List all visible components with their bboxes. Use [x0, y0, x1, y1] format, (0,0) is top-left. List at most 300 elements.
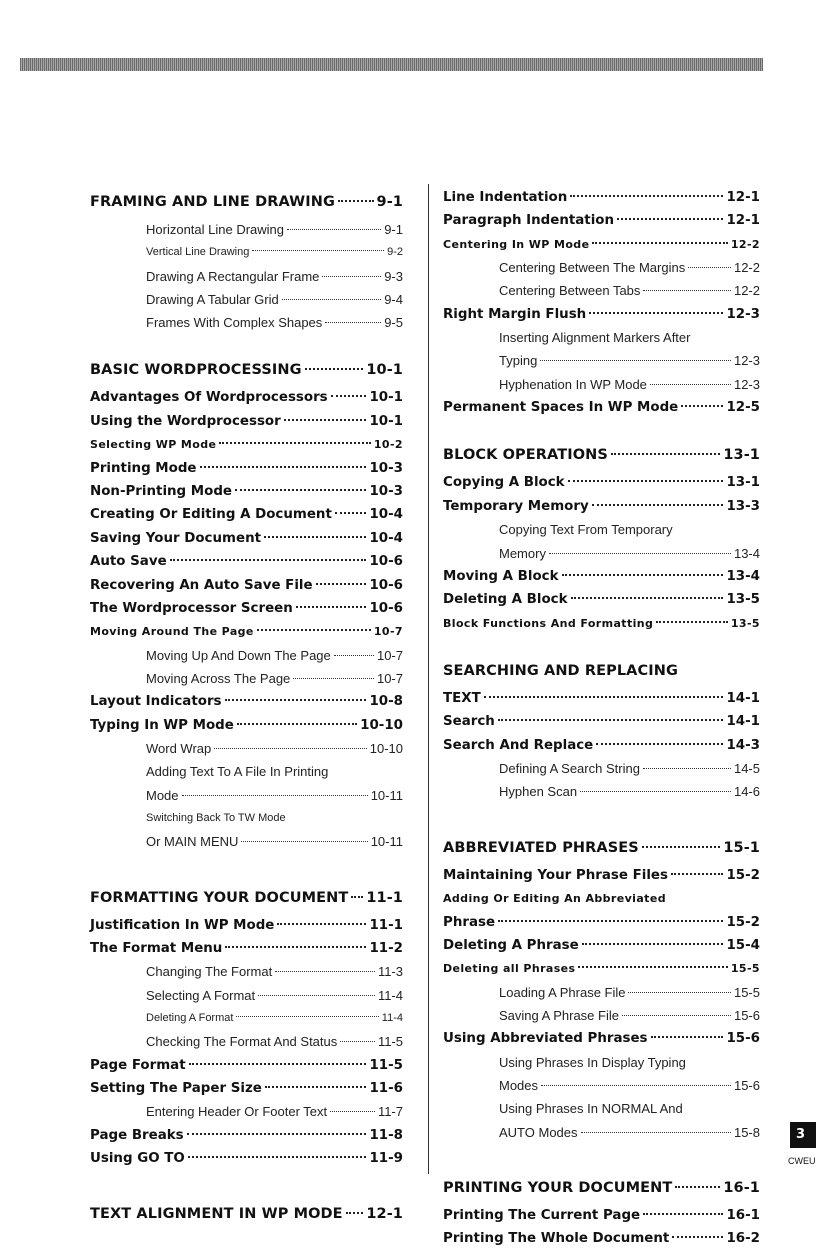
dot-leader [571, 597, 724, 599]
toc-entry-title: Loading A Phrase File [499, 984, 626, 1000]
dot-leader [265, 1086, 367, 1088]
dot-leader [340, 1041, 375, 1042]
dot-leader [582, 943, 724, 945]
section-gap [443, 804, 760, 832]
toc-entry-title: Block Functions And Formatting [443, 616, 654, 630]
toc-page-number: 10-7 [373, 625, 403, 639]
dot-leader [596, 743, 723, 745]
toc-entry-title: Hyphenation In WP Mode [499, 376, 647, 392]
dot-leader [541, 1085, 731, 1086]
toc-page-number: 15-4 [726, 937, 760, 953]
toc-entry-loading-a-phrase-file [443, 981, 760, 1004]
toc-entry-justification-in-wp-mode [90, 914, 403, 937]
toc-entry-maintaining-your-phrase-files [443, 864, 760, 887]
dot-leader [225, 699, 367, 701]
toc-page-number: 13-5 [730, 616, 760, 630]
toc-page-number: 15-5 [733, 984, 760, 1000]
dot-leader [498, 719, 724, 721]
dot-leader [275, 971, 375, 972]
toc-page-number: 11-9 [369, 1151, 403, 1167]
toc-page-number: 16-1 [723, 1179, 760, 1196]
toc-entry-title: BLOCK OPERATIONS [443, 447, 608, 464]
toc-entry-title: Search [443, 714, 495, 730]
dot-leader [672, 1236, 723, 1238]
toc-entry-title: Entering Header Or Footer Text [146, 1104, 328, 1120]
toc-entry-selecting-a-format [90, 984, 403, 1007]
toc-entry-deleting-a-phrase [443, 934, 760, 957]
toc-entry-title: Vertical Line Drawing [146, 246, 250, 259]
toc-page-number: 10-1 [369, 413, 403, 429]
toc-entry-vertical-line-drawing [90, 241, 403, 264]
toc-page-number: 11-1 [366, 889, 403, 906]
toc-entry-title: Recovering An Auto Save File [90, 577, 313, 593]
toc-page-number: 13-1 [726, 475, 760, 491]
toc-page-number: 9-2 [387, 246, 403, 259]
toc-entry-line-using-phrases-in-display-typing: Using Phrases In Display Typing [499, 1054, 686, 1070]
dot-leader [578, 966, 727, 968]
toc-entry-title: Mode [146, 787, 179, 803]
toc-entry-title: Memory [499, 545, 546, 561]
toc-entry-temporary-memory [443, 495, 760, 518]
toc-entry-title: BASIC WORDPROCESSING [90, 362, 302, 379]
toc-entry-title: Search And Replace [443, 737, 594, 753]
toc-entry-entering-header-or-footer-text [90, 1100, 403, 1123]
toc-entry-title: AUTO Modes [499, 1124, 578, 1140]
toc-page-number: 10-11 [370, 834, 403, 850]
toc-page-number: 12-5 [726, 400, 760, 416]
toc-entry-hyphen-scan [443, 780, 760, 803]
toc-entry-title: Page Breaks [90, 1127, 184, 1143]
dot-leader [688, 267, 731, 268]
toc-page-number: 9-5 [384, 315, 403, 331]
dot-leader [498, 920, 723, 922]
toc-entry-the-wordprocessor-screen [90, 597, 403, 620]
dot-leader [671, 873, 724, 875]
section-gap [90, 854, 403, 882]
toc-entry-title: Saving A Phrase File [499, 1008, 619, 1023]
corner-code: CWEU [788, 1156, 816, 1166]
toc-entry-search [443, 710, 760, 733]
dot-leader [568, 480, 724, 482]
toc-entry-title: Typing In WP Mode [90, 717, 234, 733]
dot-leader [170, 559, 367, 561]
toc-entry-title: Drawing A Rectangular Frame [146, 268, 320, 284]
dot-leader [241, 841, 367, 842]
toc-entry-title: Moving Across The Page [146, 671, 291, 687]
toc-page-number: 10-1 [369, 390, 403, 406]
dot-leader [277, 923, 366, 925]
toc-entry-title: FORMATTING YOUR DOCUMENT [90, 889, 349, 906]
dot-leader [592, 504, 724, 506]
toc-entry-title: Typing [499, 353, 538, 369]
dot-leader [187, 1133, 367, 1135]
toc-entry-title: Paragraph Indentation [443, 213, 615, 229]
toc-page-number: 10-3 [369, 460, 403, 476]
dot-leader [643, 290, 731, 291]
toc-entry-title: Using Abbreviated Phrases [443, 1031, 648, 1047]
dot-leader [549, 553, 731, 554]
toc-entry-title: Printing Mode [90, 460, 197, 476]
toc-page-number: 9-3 [384, 268, 403, 284]
dot-leader [617, 218, 723, 220]
dot-leader [650, 384, 731, 385]
toc-entry-line-using-phrases-in-normal-and: Using Phrases In NORMAL And [499, 1101, 683, 1117]
toc-page-number: 13-1 [723, 447, 760, 464]
toc-page-number: 10-10 [369, 741, 403, 757]
toc-entry-title: Horizontal Line Drawing [146, 222, 285, 237]
toc-page-number: 13-5 [726, 592, 760, 608]
dot-leader [570, 195, 723, 197]
toc-entry-using-the-wordprocessor [90, 410, 403, 433]
toc-entry-title: Using GO TO [90, 1151, 185, 1167]
toc-entry-line-switching-back-to-tw-mode: Switching Back To TW Mode [146, 812, 286, 825]
toc-page-number: 16-1 [726, 1207, 760, 1223]
dot-leader [188, 1156, 367, 1158]
dot-leader [540, 360, 731, 361]
toc-page-number: 10-3 [369, 484, 403, 500]
dot-leader [562, 574, 724, 576]
toc-entry-title: Creating Or Editing A Document [90, 507, 332, 523]
toc-page-number: 13-3 [726, 498, 760, 514]
toc-chapter-text-alignment-in-wp-mode [90, 1198, 403, 1230]
toc-entry-title: Hyphen Scan [499, 784, 578, 800]
toc-page-number: 12-3 [726, 306, 760, 322]
dot-leader [334, 655, 374, 656]
dot-leader [325, 322, 381, 323]
toc-entry-title: FRAMING AND LINE DRAWING [90, 194, 335, 210]
toc-entry-title: The Format Menu [90, 941, 223, 957]
toc-entry-selecting-wp-mode [90, 433, 403, 456]
dot-leader [622, 1015, 731, 1016]
toc-entry-layout-indicators [90, 690, 403, 713]
toc-page-number: 15-6 [733, 1077, 760, 1093]
toc-entry-title: Modes [499, 1077, 539, 1093]
toc-entry-centering-between-tabs [443, 279, 760, 302]
toc-page-number: 11-5 [377, 1034, 403, 1050]
toc-entry-title: The Wordprocessor Screen [90, 601, 293, 616]
toc-entry-the-format-menu [90, 937, 403, 960]
toc-entry-moving-across-the-page [90, 667, 403, 690]
dot-leader [675, 1186, 720, 1188]
toc-page-number: 11-1 [369, 917, 403, 933]
dot-leader [643, 768, 731, 769]
toc-page-number: 12-3 [733, 353, 760, 369]
toc-chapter-basic-wordprocessing [90, 354, 403, 386]
toc-entry-drawing-a-rectangular-frame [90, 265, 403, 288]
toc-page-number: 11-8 [369, 1127, 403, 1143]
toc-page-number: 10-6 [369, 577, 403, 593]
toc-entry-title: Centering Between The Margins [499, 260, 686, 276]
dot-leader [581, 1132, 731, 1133]
toc-entry-title: TEXT [443, 690, 481, 706]
dot-leader [225, 946, 366, 948]
toc-entry-frames-with-complex-shapes [90, 311, 403, 334]
toc-entry-title: Saving Your Document [90, 530, 261, 546]
toc-entry-printing-the-whole-document [443, 1227, 760, 1250]
toc-entry-search-and-replace [443, 734, 760, 757]
toc-entry-paragraph-indentation [443, 209, 760, 232]
toc-page-number: 10-7 [376, 671, 403, 687]
toc-entry-deleting-all-phrases [443, 957, 760, 980]
dot-leader [642, 846, 720, 848]
dot-leader [628, 992, 730, 993]
toc-chapter-formatting-your-document [90, 882, 403, 914]
toc-entry-title: Non-Printing Mode [90, 484, 233, 500]
toc-page-number: 14-1 [726, 714, 760, 730]
toc-page-number: 14-6 [733, 784, 760, 800]
toc-page-number: 12-2 [733, 283, 760, 299]
toc-entry-title: PRINTING YOUR DOCUMENT [443, 1179, 673, 1196]
toc-entry-line-searching-and-replacing: SEARCHING AND REPLACING [443, 662, 678, 679]
toc-entry-saving-a-phrase-file [443, 1004, 760, 1027]
toc-entry-page-breaks [90, 1124, 403, 1147]
dot-leader [656, 621, 728, 623]
toc-entry-title: Changing The Format [146, 964, 273, 980]
toc-entry-title: TEXT ALIGNMENT IN WP MODE [90, 1206, 343, 1223]
toc-entry-title: Auto Save [90, 554, 167, 570]
toc-entry-printing-the-current-page [443, 1204, 760, 1227]
toc-page-number: 15-2 [726, 867, 760, 883]
toc-page-number: 16-2 [726, 1231, 760, 1247]
dot-leader [651, 1036, 724, 1038]
toc-entry-title: Selecting WP Mode [90, 438, 217, 452]
dot-leader [282, 299, 381, 300]
toc-page-number: 10-8 [369, 694, 403, 710]
toc-entry-memory [443, 542, 760, 565]
toc-entry-title: Right Margin Flush [443, 306, 587, 322]
toc-entry-advantages-of-wordprocessors [90, 386, 403, 409]
toc-page-number: 10-1 [366, 362, 403, 379]
toc-entry-title: Line Indentation [443, 190, 568, 205]
toc-entry-moving-a-block [443, 565, 760, 588]
toc-entry-title: Deleting A Block [443, 592, 568, 608]
toc-page-number: 11-2 [369, 941, 403, 957]
toc-entry-typing [443, 349, 760, 372]
toc-entry-line-adding-text-to-a-file-in-printing: Adding Text To A File In Printing [146, 764, 329, 780]
toc-entry-word-wrap [90, 737, 403, 760]
toc-page-number: 15-5 [730, 962, 760, 976]
toc-entry-title: Permanent Spaces In WP Mode [443, 400, 679, 416]
toc-page-number: 10-7 [376, 647, 403, 663]
dot-leader [236, 1016, 378, 1017]
toc-entry-deleting-a-format [90, 1007, 403, 1030]
toc-page-number: 11-6 [369, 1081, 403, 1096]
dot-leader [589, 312, 723, 314]
dot-leader [293, 678, 374, 679]
toc-chapter-block-operations [443, 439, 760, 471]
toc-page-number: 15-2 [726, 914, 760, 930]
dot-leader [264, 536, 366, 538]
chapter-tab-marker [790, 1122, 816, 1148]
toc-page-number: 13-4 [726, 568, 760, 584]
toc-page-number: 11-4 [377, 987, 403, 1003]
dot-leader [235, 489, 366, 491]
toc-page-number: 10-4 [369, 530, 403, 546]
toc-entry-using-go-to [90, 1147, 403, 1170]
toc-page-number: 9-1 [384, 222, 403, 237]
toc-entry-non-printing-mode [90, 480, 403, 503]
section-gap [443, 1144, 760, 1172]
toc-entry-horizontal-line-drawing [90, 218, 403, 241]
toc-page-number: 11-5 [369, 1057, 403, 1073]
toc-page-number: 10-10 [360, 717, 403, 733]
dot-leader [237, 723, 357, 725]
toc-entry-title: Centering Between Tabs [499, 283, 641, 299]
toc-entry-auto-modes [443, 1121, 760, 1144]
toc-entry-drawing-a-tabular-grid [90, 288, 403, 311]
toc-entry-checking-the-format-and-status [90, 1030, 403, 1053]
dot-leader [258, 995, 375, 996]
toc-chapter-printing-your-document [443, 1172, 760, 1204]
toc-entry-title: Deleting A Format [146, 1012, 234, 1025]
toc-entry-title: Word Wrap [146, 741, 212, 757]
dot-leader [200, 466, 367, 468]
toc-page-number: 9-1 [376, 194, 403, 210]
toc-entry-title: Maintaining Your Phrase Files [443, 867, 668, 883]
toc-page-number: 15-8 [733, 1124, 760, 1140]
toc-entry-title: Using the Wordprocessor [90, 413, 281, 429]
toc-entry-title: Moving Around The Page [90, 625, 254, 639]
toc-entry-centering-in-wp-mode [443, 233, 760, 256]
section-gap [90, 1170, 403, 1198]
toc-entry-title: Checking The Format And Status [146, 1034, 338, 1050]
toc-entry-modes [443, 1074, 760, 1097]
toc-entry-printing-mode [90, 457, 403, 480]
toc-page-number: 12-1 [726, 213, 760, 229]
toc-entry-block-functions-and-formatting [443, 612, 760, 635]
toc-entry-auto-save [90, 550, 403, 573]
toc-page-number: 12-2 [733, 260, 760, 276]
toc-page-number: 11-4 [381, 1012, 403, 1025]
dot-leader [351, 896, 363, 898]
toc-entry-line-inserting-alignment-markers-after: Inserting Alignment Markers After [499, 330, 691, 346]
dot-leader [284, 419, 367, 421]
dot-leader [346, 1212, 364, 1214]
dot-leader [338, 200, 374, 202]
toc-chapter-abbreviated-phrases [443, 832, 760, 864]
toc-entry-title: Selecting A Format [146, 987, 256, 1003]
toc-entry-line-copying-text-from-temporary: Copying Text From Temporary [499, 522, 673, 538]
toc-entry-hyphenation-in-wp-mode [443, 373, 760, 396]
toc-entry-title: Temporary Memory [443, 498, 589, 514]
toc-page-number: 10-2 [373, 438, 403, 452]
toc-entry-moving-around-the-page [90, 620, 403, 643]
toc-entry-title: Phrase [443, 914, 496, 930]
toc-entry-setting-the-paper-size [90, 1077, 403, 1100]
toc-right-column [443, 186, 760, 1251]
dot-leader [296, 606, 367, 608]
toc-page-number: 14-1 [726, 690, 760, 706]
toc-entry-title: Deleting all Phrases [443, 962, 576, 976]
toc-entry-title: Copying A Block [443, 475, 565, 491]
toc-entry-saving-your-document [90, 527, 403, 550]
toc-entry-title: Moving Up And Down The Page [146, 647, 331, 663]
toc-entry-phrase [443, 911, 760, 934]
dot-leader [252, 250, 384, 251]
dot-leader [331, 395, 367, 397]
toc-page-number: 12-1 [726, 190, 760, 205]
dot-leader [316, 583, 367, 585]
toc-entry-title: Layout Indicators [90, 694, 222, 710]
toc-entry-permanent-spaces-in-wp-mode [443, 396, 760, 419]
dot-leader [287, 229, 381, 230]
toc-left-column [90, 186, 403, 1230]
toc-entry-title: ABBREVIATED PHRASES [443, 839, 639, 856]
dot-leader [322, 276, 381, 277]
dot-leader [257, 629, 371, 631]
dot-leader [330, 1111, 375, 1112]
toc-entry-title: Defining A Search String [499, 761, 640, 777]
toc-entry-title: Printing The Whole Document [443, 1231, 670, 1247]
toc-page-number: 15-6 [733, 1008, 760, 1023]
toc-entry-line-indentation [443, 186, 760, 209]
toc-entry-title: Setting The Paper Size [90, 1081, 262, 1096]
dot-leader [182, 795, 368, 796]
dot-leader [681, 405, 723, 407]
toc-entry-title: Deleting A Phrase [443, 937, 579, 953]
toc-entry-title: Advantages Of Wordprocessors [90, 390, 328, 406]
toc-page-number: 10-11 [370, 787, 403, 803]
toc-page-number: 10-6 [369, 554, 403, 570]
toc-entry-recovering-an-auto-save-file [90, 574, 403, 597]
toc-entry-or-main-menu [90, 830, 403, 853]
dot-leader [189, 1063, 367, 1065]
dot-leader [335, 512, 367, 514]
dot-leader [580, 791, 731, 792]
toc-page-number: 14-5 [733, 761, 760, 777]
dot-leader [214, 748, 366, 749]
toc-entry-line-adding-or-editing-an-abbreviated: Adding Or Editing An Abbreviated [443, 892, 666, 906]
toc-entry-deleting-a-block [443, 588, 760, 611]
toc-entry-copying-a-block [443, 471, 760, 494]
toc-entry-using-abbreviated-phrases [443, 1027, 760, 1050]
toc-entry-title: Frames With Complex Shapes [146, 315, 323, 331]
toc-page-number: 15-6 [726, 1031, 760, 1047]
header-halftone-band [20, 58, 763, 71]
toc-page-number: 9-4 [384, 291, 403, 307]
toc-entry-title: Or MAIN MENU [146, 834, 239, 850]
section-gap [443, 635, 760, 655]
toc-page-number: 12-2 [730, 237, 760, 251]
toc-page-number: 11-7 [377, 1104, 403, 1120]
toc-entry-typing-in-wp-mode [90, 714, 403, 737]
toc-entry-right-margin-flush [443, 303, 760, 326]
dot-leader [592, 242, 727, 244]
toc-entry-defining-a-search-string [443, 757, 760, 780]
toc-entry-title: Drawing A Tabular Grid [146, 291, 279, 307]
column-divider [428, 184, 429, 1174]
toc-entry-title: Printing The Current Page [443, 1207, 641, 1223]
toc-page-number: 11-3 [377, 964, 403, 980]
dot-leader [643, 1213, 723, 1215]
toc-entry-mode [90, 784, 403, 807]
dot-leader [219, 442, 370, 444]
toc-page-number: 14-3 [726, 737, 760, 753]
toc-entry-centering-between-the-margins [443, 256, 760, 279]
toc-entry-title: Page Format [90, 1057, 186, 1073]
toc-entry-title: Moving A Block [443, 568, 559, 584]
section-gap [443, 419, 760, 439]
toc-page-number: 10-4 [369, 507, 403, 523]
toc-entry-text [443, 687, 760, 710]
toc-entry-title: Justification In WP Mode [90, 917, 275, 933]
toc-entry-page-format [90, 1054, 403, 1077]
toc-page-number: 12-1 [366, 1206, 403, 1223]
chapter-tab-number: 3 [796, 1127, 806, 1142]
toc-page-number: 12-3 [733, 376, 760, 392]
toc-entry-changing-the-format [90, 960, 403, 983]
dot-leader [484, 696, 724, 698]
